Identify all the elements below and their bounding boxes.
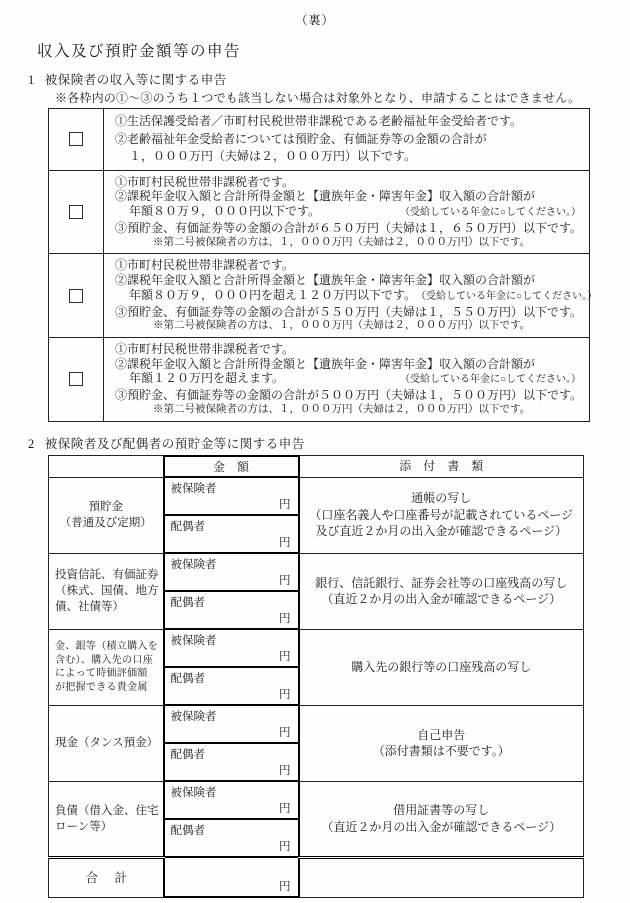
option-line [115,273,601,288]
option-line [115,204,585,221]
option-line [115,189,585,204]
option-1-checkbox[interactable] [69,132,83,146]
option-2-checkbox[interactable] [69,205,83,219]
amount-field-spouse-5[interactable] [164,819,299,857]
option-line-text: ③預貯金、有価証券等の金額の合計が５００万円（夫婦は１，５００万円）以下です。 [115,388,583,403]
option-line [115,131,585,149]
option-line [115,221,585,236]
spouse-label: 配偶者 [170,825,205,838]
amount-field-spouse-1[interactable] [164,515,299,553]
option-2-text [104,171,589,254]
header-item-blank [49,456,164,478]
savings-row-3 [49,629,584,667]
insured-label: 被保険者 [170,483,217,496]
amount-cell-content [165,554,298,590]
attached-documents-1: 通帳の写し （口座名義人や口座番号が記載されているページ 及び直近２か月の出入金が確認できるページ） [299,477,584,553]
section2-heading [28,434,630,452]
amount-cell-content [165,858,298,896]
option-4-checkbox[interactable] [69,372,83,386]
option-line-text: 年額１２０万円を超えます。 [129,371,285,386]
option-line-text: ①市町村民税世帯非課税者です。 [115,258,295,273]
income-option-4 [49,337,589,421]
option-3-checkbox-cell [49,254,104,337]
attached-documents-3: 購入先の銀行等の口座残高の写し [299,629,584,705]
option-2-checkbox-cell [49,171,104,254]
page-title: 収入及び預貯金額等の申告 [37,43,242,60]
pension-circle-note: （受給している年金に○してください。） [399,374,581,386]
section1-note: ※各枠内の①～③のうち１つでも該当しない場合は対象外となり、申請することはできません。 [55,91,581,105]
option-1-text [104,109,589,170]
option-line [115,175,585,190]
option-line [115,342,585,357]
pension-circle-note: （受給している年金に○してください。） [399,207,581,219]
option-line-text: 年額８０万９，０００円以下です。 [129,204,321,219]
yen-unit-label: 円 [279,651,291,664]
option-line-text: ※第二号被保険者の方は、１，０００万円（夫婦は２，０００万円）以下です。 [153,404,531,416]
income-option-1 [49,109,589,170]
header-amount: 金 額 [164,456,299,478]
total-documents-blank [299,857,584,897]
option-line [115,319,601,333]
amount-field-spouse-3[interactable] [164,667,299,705]
option-line [115,371,585,388]
option-line-text: ②課税年金収入額と合計所得金額と【遺族年金・障害年金】収入額の合計額が [115,356,536,371]
option-4-text [104,338,589,421]
section1-number: 1 [28,73,35,87]
amount-field-insured-2[interactable] [164,553,299,591]
spouse-label: 配偶者 [170,673,205,686]
yen-unit-label: 円 [279,727,291,740]
total-row [49,857,584,897]
amount-field-spouse-2[interactable] [164,591,299,629]
option-line [115,148,585,166]
spouse-label: 配偶者 [170,597,205,610]
amount-field-insured-5[interactable] [164,781,299,819]
pension-circle-note: （受給している年金に○してください。） [416,290,598,302]
option-line [115,236,585,250]
option-4-checkbox-cell [49,338,104,421]
yen-unit-label: 円 [279,841,291,854]
header-documents: 添 付 書 類 [299,456,584,478]
option-line [115,305,601,320]
item-label-1: 預貯金 （普通及び定期） [49,477,164,553]
savings-row-2 [49,553,584,591]
option-line-text: ③預貯金、有価証券等の金額の合計が６５０万円（夫婦は１，６５０万円）以下です。 [115,220,583,235]
option-line-text: ※第二号被保険者の方は、１，０００万円（夫婦は２，０００万円）以下です。 [153,236,531,248]
yen-unit-label: 円 [279,803,291,816]
option-line [115,113,585,131]
option-line [115,357,585,372]
amount-cell-content [165,744,298,780]
yen-unit-label: 円 [279,881,291,894]
income-options-table [48,108,598,422]
item-label-2: 投資信託、有価証券 （株式、国債、地方 債、社債等） [49,553,164,629]
option-line-text: 年額８０万９，０００円を超え１２０万円以下です。 [129,287,417,302]
section1-title: 被保険者の収入等に関する申告 [44,73,227,87]
amount-field-total[interactable] [164,857,299,897]
item-label-3: 金、銀等（積立購入を 含む）、購入先の口座 によって時価評価額 が把握できる貴金属 [49,629,164,705]
amount-field-insured-4[interactable] [164,705,299,743]
amount-cell-content [165,592,298,628]
amount-cell-content [165,668,298,704]
item-label-4: 現金（タンス預金） [49,705,164,781]
yen-unit-label: 円 [279,499,291,512]
attached-documents-4: 自己申告 （添付書類は不要です。） [299,705,584,781]
insured-label: 被保険者 [170,559,217,572]
savings-row-5 [49,781,584,819]
yen-unit-label: 円 [279,689,291,702]
amount-field-insured-1[interactable] [164,477,299,515]
option-3-text [104,254,605,337]
amount-cell-content [165,516,298,552]
income-option-3 [49,253,598,337]
section2-title: 被保険者及び配偶者の預貯金等に関する申告 [44,436,305,451]
option-line-text: ②課税年金収入額と合計所得金額と【遺族年金・障害年金】収入額の合計額が [115,272,536,287]
total-label: 合 計 [49,857,164,897]
option-line-text: ③預貯金、有価証券等の金額の合計が５５０万円（夫婦は１，５５０万円）以下です。 [115,304,583,319]
page-side-label: （裏） [295,13,335,27]
option-line-text: １，０００万円（夫婦は２，０００万円）以下です。 [129,149,417,163]
savings-row-4 [49,705,584,743]
savings-table-body [49,477,584,897]
option-line-text: ①生活保護受給者／市町村民税世帯非課税である老齢福祉年金受給者です。 [115,114,523,128]
item-label-5: 負債（借入金、住宅 ローン等） [49,781,164,857]
section1-heading [28,70,630,88]
attached-documents-2: 銀行、信託銀行、証券会社等の口座残高の写し （直近２か月の出入金が確認できるページ） [299,553,584,629]
section2-number: 2 [28,436,35,451]
yen-unit-label: 円 [279,765,291,778]
insured-label: 被保険者 [170,787,217,800]
income-option-2 [49,170,589,254]
option-1-checkbox-cell [49,109,104,170]
option-line-text: ※第二号被保険者の方は、１，０００万円（夫婦は２，０００万円）以下です。 [153,320,531,332]
attached-documents-5: 借用証書等の写し （直近２か月の出入金が確認できるページ） [299,781,584,857]
option-line [115,388,585,403]
yen-unit-label: 円 [279,575,291,588]
option-line-text: ①市町村民税世帯非課税者です。 [115,174,295,189]
savings-table-header-row [49,456,584,478]
option-3-checkbox[interactable] [69,289,83,303]
amount-field-insured-3[interactable] [164,629,299,667]
option-line-text: ②老齢福祉年金受給者については預貯金、有価証券等の金額の合計が [115,131,487,146]
option-line [115,258,601,273]
amount-cell-content [165,478,298,514]
savings-row-1 [49,477,584,515]
amount-field-spouse-4[interactable] [164,743,299,781]
option-line-text: ②課税年金収入額と合計所得金額と【遺族年金・障害年金】収入額の合計額が [115,189,536,204]
spouse-label: 配偶者 [170,521,205,534]
option-line-text: ①市町村民税世帯非課税者です。 [115,341,295,356]
yen-unit-label: 円 [279,613,291,626]
savings-table [48,455,584,899]
amount-cell-content [165,820,298,856]
yen-unit-label: 円 [279,537,291,550]
amount-cell-content [165,630,298,666]
insured-label: 被保険者 [170,635,217,648]
option-line [115,288,601,305]
option-line [115,403,585,417]
amount-cell-content [165,706,298,742]
amount-cell-content [165,782,298,818]
insured-label: 被保険者 [170,711,217,724]
spouse-label: 配偶者 [170,749,205,762]
